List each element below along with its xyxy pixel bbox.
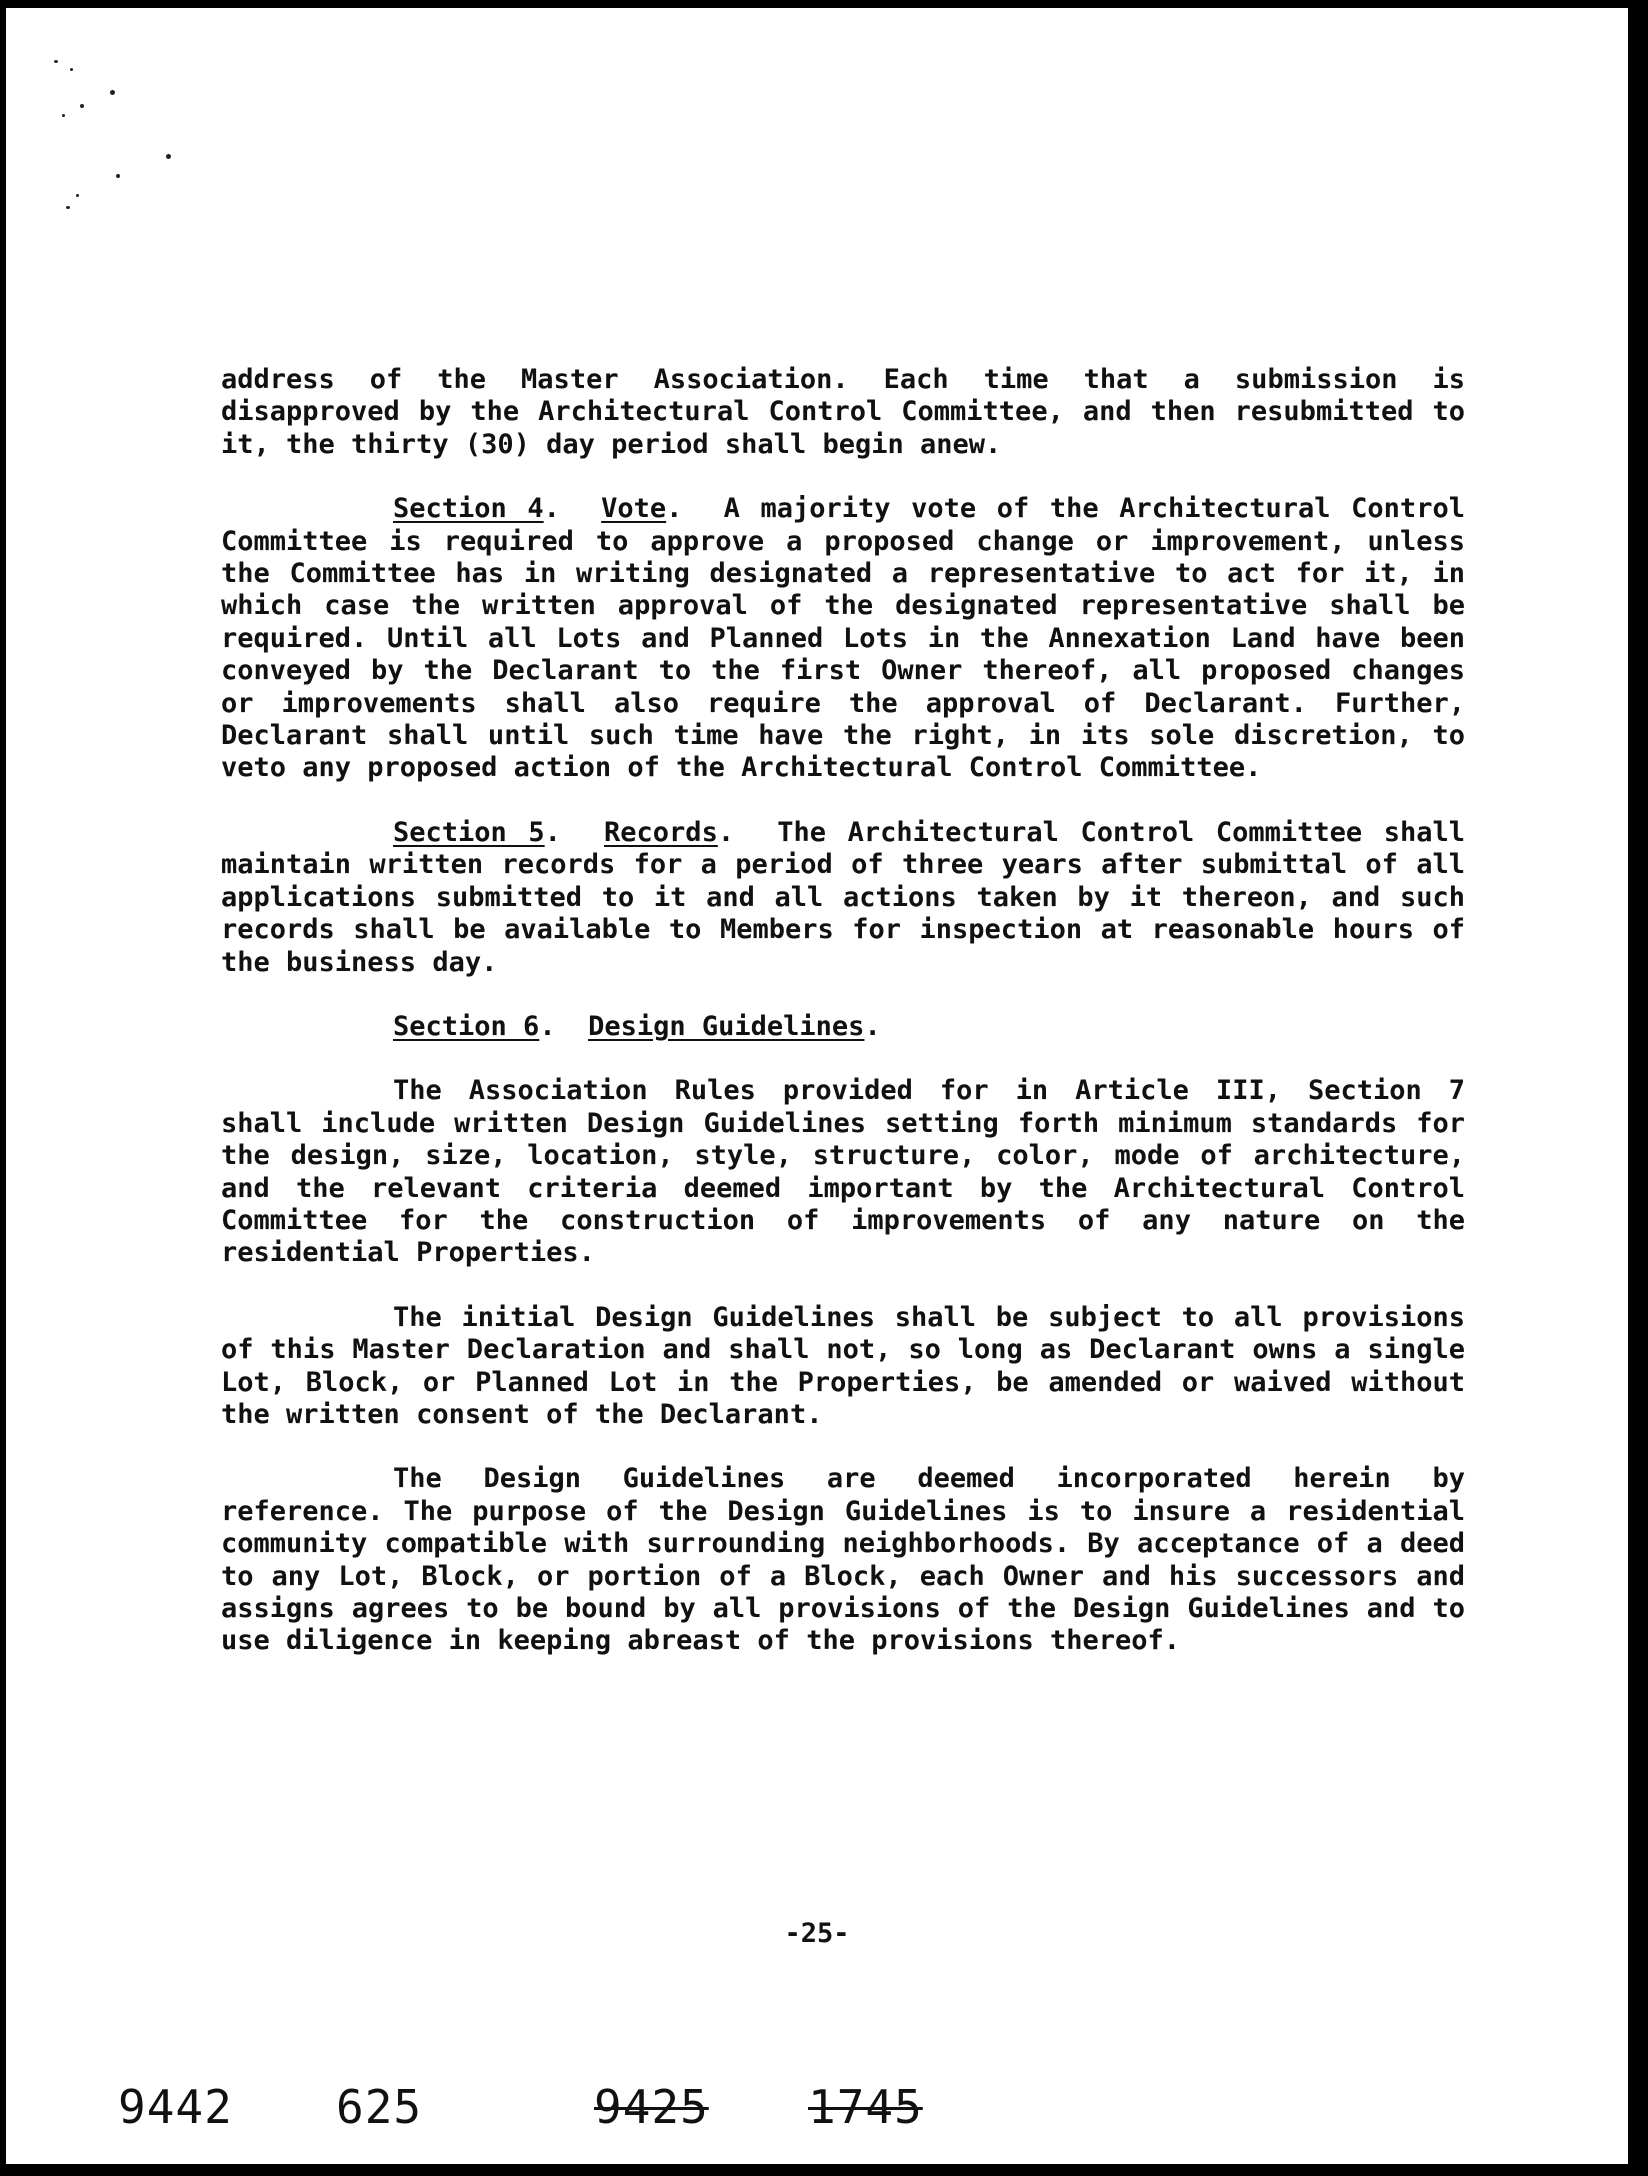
design-guidelines-paragraph-3: The Design Guidelines are deemed incorporated herein by reference. The purpose of the Design Guidelines is to insure a residential community compatible with surrounding neighborhoods. By acceptance of a deed to any Lot, Block, or portion of a Block, each Owner and his successors and assigns agrees to be bound by all provisions of the Design Guidelines and to use diligence in keeping abreast of the provisions thereof. — [221, 1463, 1465, 1657]
recording-book-number: 9442 — [118, 2080, 233, 2134]
design-guidelines-paragraph-2: The initial Design Guidelines shall be subject to all provisions of this Master Declaration and shall not, so long as Declarant owns a single Lot, Block, or Planned Lot in the Properties, be amended or waived without the written consent of the Declarant. — [221, 1301, 1465, 1430]
section-6-title: Design Guidelines — [588, 1010, 865, 1042]
design-guidelines-paragraph-1: The Association Rules provided for in Article III, Section 7 shall include written Design Guidelines setting forth minimum standards for the design, size, location, style, structure, color, mode of architecture, and the relevant criteria deemed important by the Architectural Control Committee for the construction of improvements of any nature on the residential Properties. — [221, 1075, 1465, 1269]
document-page — [6, 8, 1628, 2164]
scan-speck — [66, 206, 70, 209]
scan-speck — [62, 114, 65, 117]
page-number: -25- — [784, 1918, 850, 1949]
section-4-title: Vote — [601, 493, 667, 525]
scan-speck — [110, 90, 115, 95]
struck-page-number: 1745 — [808, 2080, 923, 2134]
recording-page-number: 625 — [336, 2080, 423, 2134]
section-5-heading: Section 5 — [393, 816, 545, 848]
scan-speck — [80, 104, 84, 108]
struck-book-number: 9425 — [594, 2080, 709, 2134]
document-body — [221, 364, 1465, 1658]
section-5-paragraph: Section 5. Records. The Architectural Control Committee shall maintain written records for a period of three years after submittal of all applications submitted to it and all actions taken by it thereon, and such records shall be available to Members for inspection at reasonable hours of the business day. — [221, 816, 1465, 978]
scan-speck — [166, 154, 171, 159]
section-4-body: A majority vote of the Architectural Control Committee is required to approve a proposed change or improvement, unless the Committee has in writing designated a representative to act for it, in which case the written approval of the designated representative shall be required. Until all Lots and Planned Lots in the Annexation Land have been conveyed by the Declarant to the first Owner thereof, all proposed changes or improvements shall also require the approval of Declarant. Further, Declarant shall until such time have the right, in its sole discretion, to veto any proposed action of the Architectural Control Committee. — [221, 493, 1465, 784]
section-5-body: The Architectural Control Committee shall maintain written records for a period of three years after submittal of all applications submitted to it and all actions taken by it thereon, and such records shall be available to Members for inspection at reasonable hours of the business day. — [221, 816, 1465, 978]
paragraph-continuation: address of the Master Association. Each time that a submission is disapproved by the Architectural Control Committee, and then resubmitted to it, the thirty (30) day period shall begin anew. — [221, 364, 1465, 460]
section-6-heading-line: Section 6. Design Guidelines. — [393, 1010, 881, 1042]
section-6-heading: Section 6 — [393, 1010, 540, 1042]
scan-speck — [54, 60, 58, 63]
section-4-paragraph: Section 4. Vote. A majority vote of the Architectural Control Committee is required to approve a proposed change or improvement, unless the Committee has in writing designated a representative to act for it, in which case the written approval of the designated representative shall be required. Until all Lots and Planned Lots in the Annexation Land have been conveyed by the Declarant to the first Owner thereof, all proposed changes or improvements shall also require the approval of Declarant. Further, Declarant shall until such time have the right, in its sole discretion, to veto any proposed action of the Architectural Control Committee. — [221, 493, 1465, 784]
scan-speck — [116, 174, 120, 178]
scan-speck — [76, 194, 79, 197]
section-4-heading: Section 4 — [393, 493, 544, 525]
scan-speck — [70, 68, 73, 71]
section-5-title: Records — [604, 816, 718, 848]
